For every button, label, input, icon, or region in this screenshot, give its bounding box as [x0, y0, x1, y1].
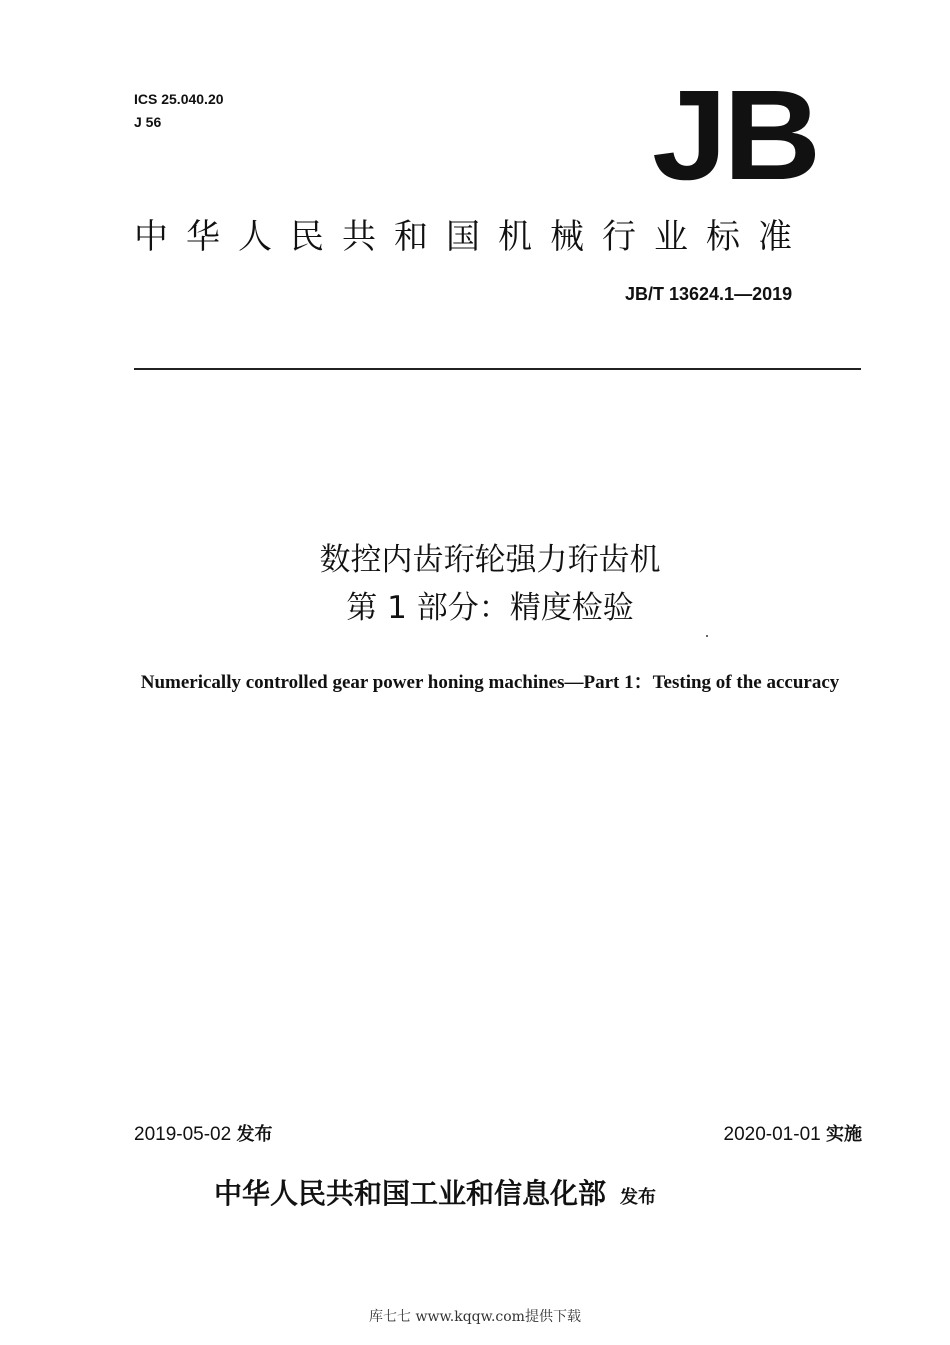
issuer-name: 中华人民共和国工业和信息化部 — [214, 1177, 607, 1210]
implement-label: 实施 — [826, 1124, 862, 1145]
release-date: 2019-05-02 — [134, 1124, 232, 1145]
title-cn-line1: 数控内齿珩轮强力珩齿机 — [319, 542, 661, 578]
release-label: 发布 — [236, 1124, 273, 1145]
speck — [706, 635, 708, 637]
implement-date-block — [724, 1120, 862, 1146]
standard-title: 中华人民共和国机械行业标准 — [134, 217, 810, 257]
document-title-cn — [0, 536, 950, 632]
ics-code: ICS 25.040.20 — [134, 91, 224, 107]
issuer-suffix: 发布 — [620, 1187, 657, 1208]
download-footer: 库七七 www.kqqw.com提供下载 — [369, 1309, 581, 1325]
issuer-block — [214, 1172, 656, 1212]
jb-logo: JB — [652, 64, 817, 207]
classification-code: J 56 — [134, 114, 162, 130]
header-divider — [134, 368, 861, 370]
ics-block — [134, 88, 224, 134]
implement-date: 2020-01-01 — [723, 1124, 821, 1145]
standard-code: JB/T 13624.1—2019 — [625, 284, 793, 304]
document-title-en: Numerically controlled gear power honing machines—Part 1：Testing of the accuracy — [140, 672, 840, 693]
release-date-block — [134, 1120, 272, 1146]
title-cn-line2: 第 1 部分：精度检验 — [346, 590, 634, 626]
